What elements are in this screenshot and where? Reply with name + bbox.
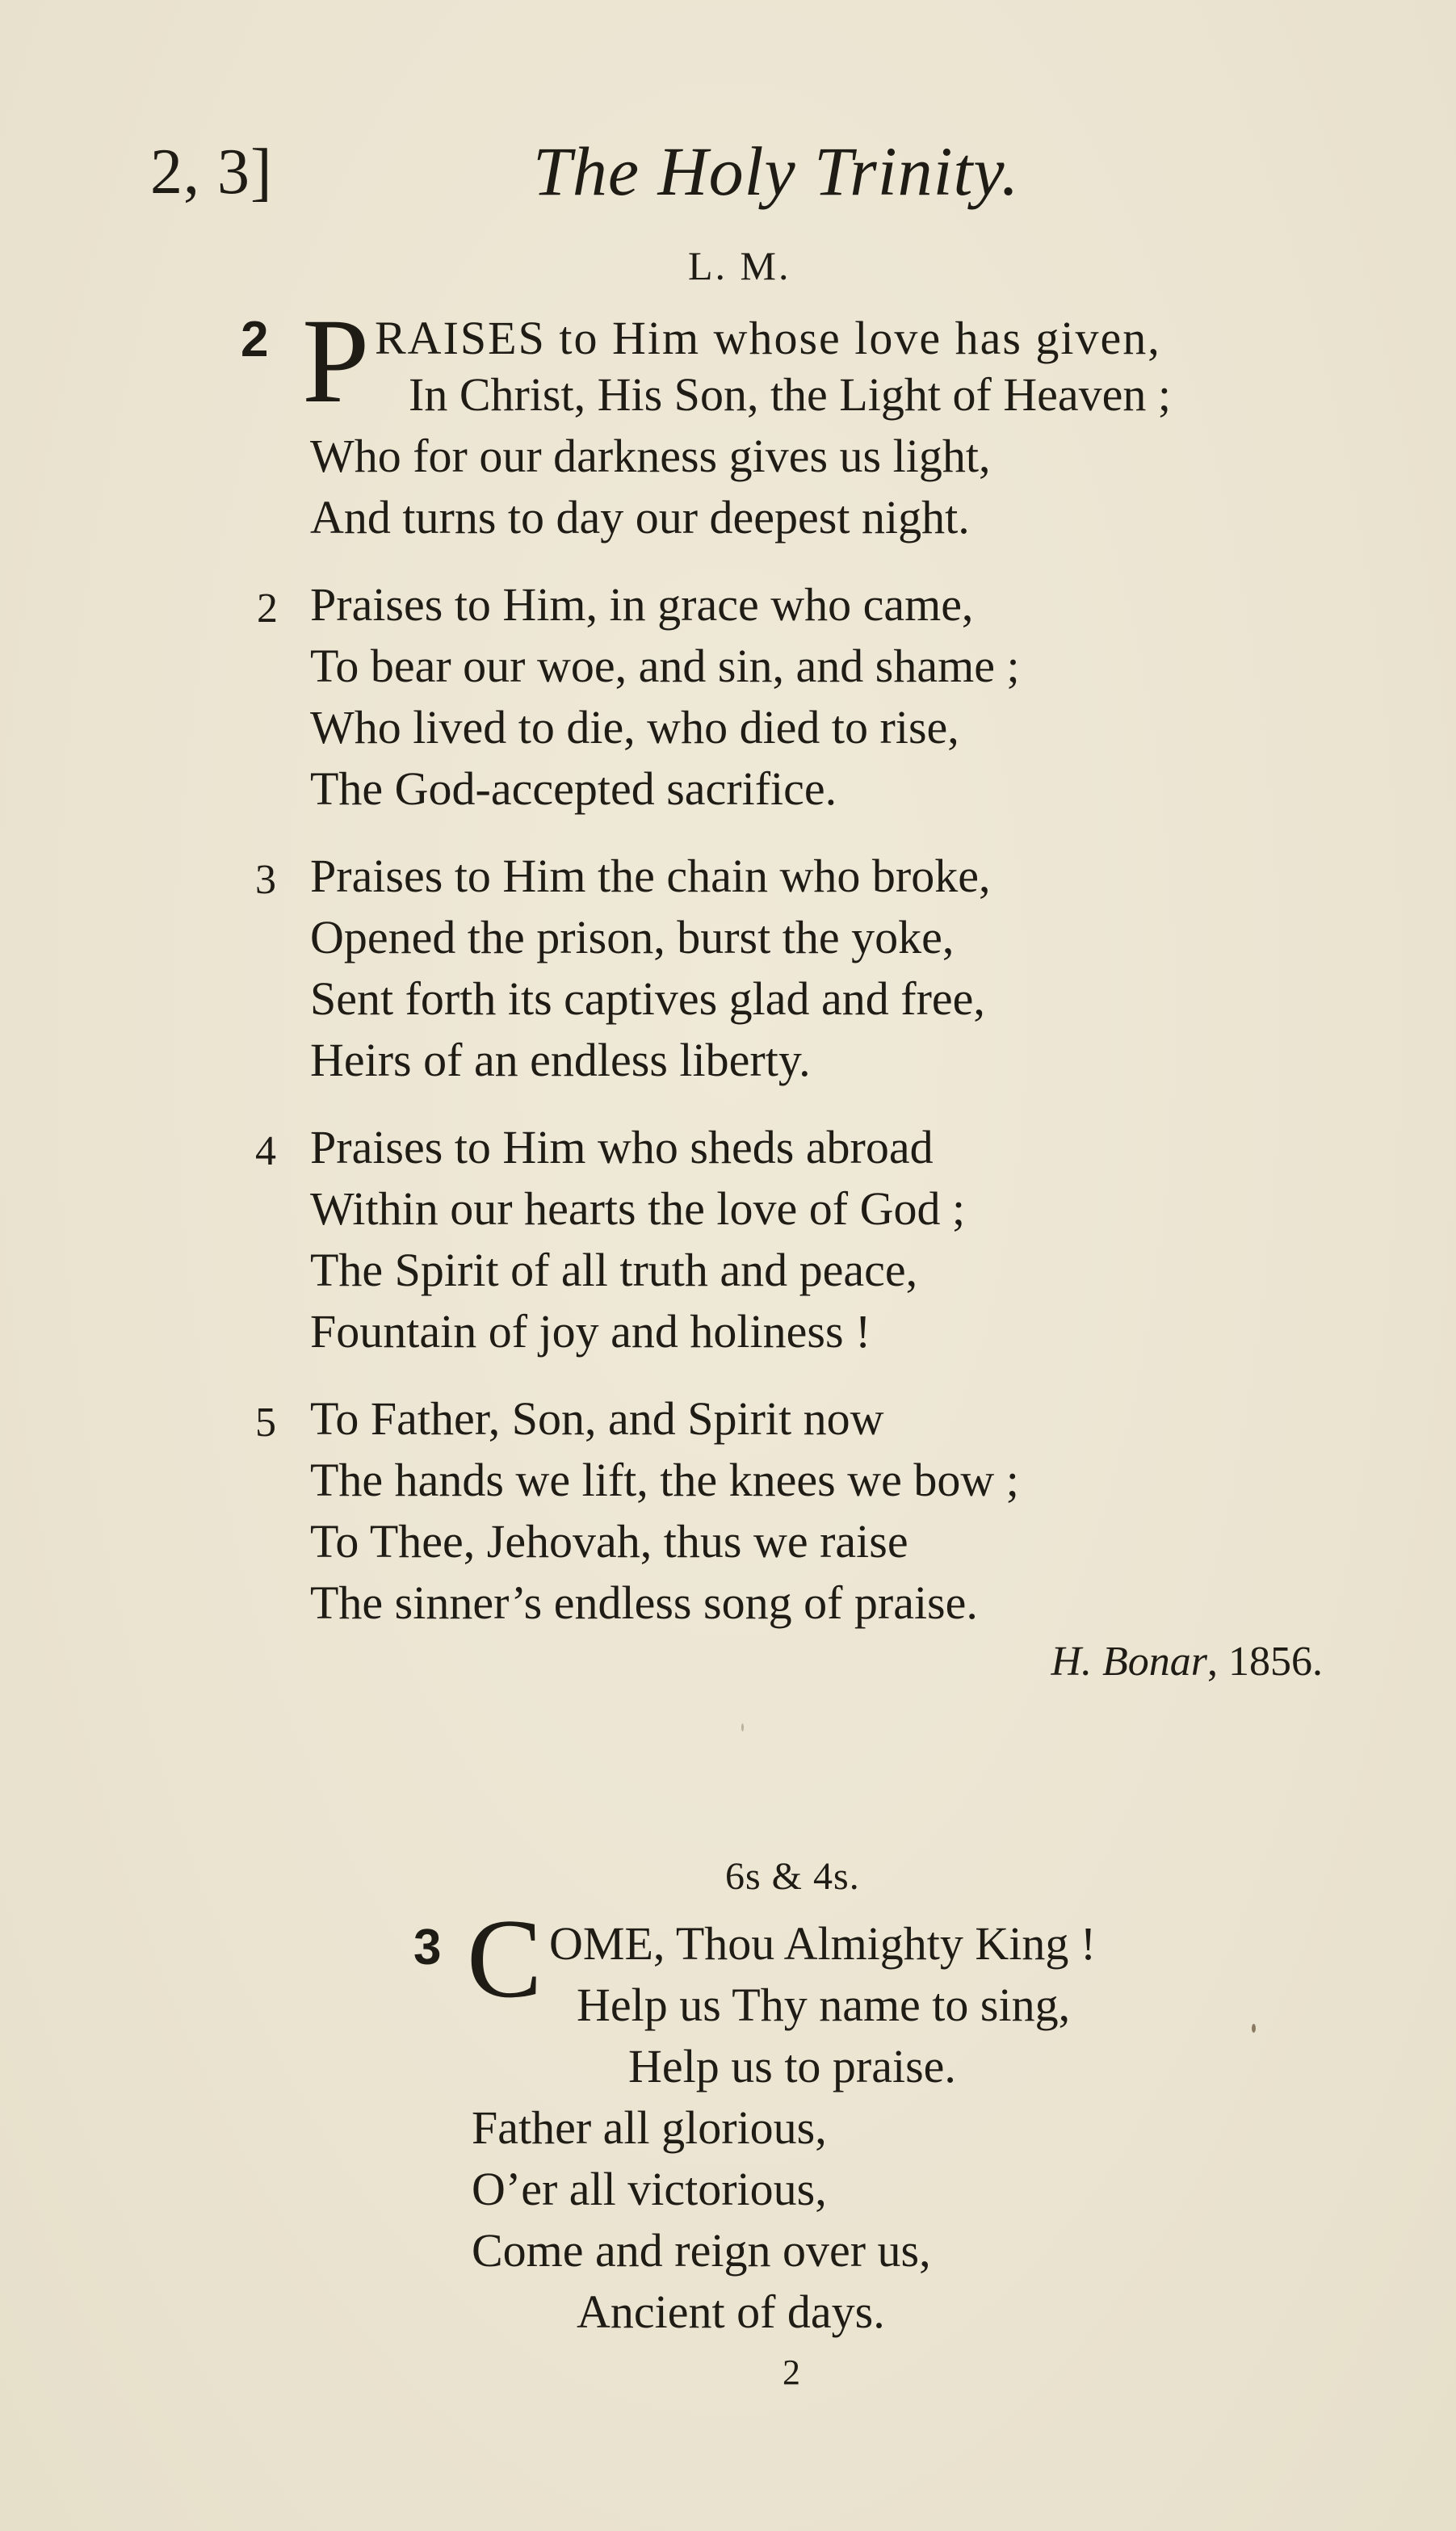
hymn2-line: The Spirit of all truth and peace, [310,1244,918,1296]
stanza-number: 2 [257,586,278,632]
hymn2-line: Who for our darkness gives us light, [310,430,991,482]
hymn3-line: Help us to praise. [628,2040,956,2092]
section-numbers: 2, 3] [150,136,273,208]
hymn2-meter: L. M. [688,243,791,288]
hymn2-line: And turns to day our deepest night. [310,491,970,544]
hymn2-line: Sent forth its captives glad and free, [310,972,985,1025]
author-year: , 1856. [1207,1639,1323,1685]
hymn3-meter: 6s & 4s. [725,1855,860,1898]
hymn2-line: Praises to Him the chain who broke, [310,850,991,902]
hymn3-line: Ancient of days. [577,2285,885,2338]
page-number: 2 [783,2353,800,2392]
paper-speck [1252,2024,1256,2033]
hymn3-line: Come and reign over us, [472,2224,931,2277]
author-name: H. Bonar [1051,1639,1207,1685]
hymn2-dropcap: P [302,294,370,428]
hymn2-line: Praises to Him who sheds abroad [310,1121,934,1173]
hymn2-line: The God-accepted sacrifice. [310,762,837,815]
hymn2-line: Praises to Him, in grace who came, [310,578,974,631]
hymn2-line: Within our hearts the love of God ; [310,1182,966,1235]
hymn2-line: The hands we lift, the knees we bow ; [310,1454,1019,1506]
stanza-number: 4 [255,1128,276,1174]
hymn2-line: In Christ, His Son, the Light of Heaven ; [409,368,1172,421]
hymn2-line: The sinner’s endless song of praise. [310,1576,978,1629]
hymn2-line: Fountain of joy and holiness ! [310,1305,871,1358]
hymn2-line: Heirs of an endless liberty. [310,1034,811,1086]
hymn3-line: O’er all victorious, [472,2163,827,2215]
hymn2-line: To bear our woe, and sin, and shame ; [310,640,1020,692]
hymn2-first-line: RAISES to Him whose love has given, [375,312,1161,364]
page-title: The Holy Trinity. [533,132,1020,210]
hymn2-line: Who lived to die, who died to rise, [310,701,959,753]
stanza-number: 3 [255,857,276,903]
hymn3-first-line: OME, Thou Almighty King ! [549,1917,1097,1970]
hymn2-attribution [1051,1638,1323,1685]
paper-speck [741,1723,744,1731]
hymn3-dropcap: C [467,1896,543,2021]
stanza-number: 5 [255,1400,276,1446]
hymn3-line: Father all glorious, [472,2101,827,2154]
hymn2-number: 2 [241,312,269,367]
hymn2-line: To Thee, Jehovah, thus we raise [310,1515,908,1568]
hymn2-line: To Father, Son, and Spirit now [310,1392,884,1445]
hymn2-line: Opened the prison, burst the yoke, [310,911,955,963]
hymn3-number: 3 [413,1920,442,1975]
hymn3-line: Help us Thy name to sing, [577,1979,1071,2031]
